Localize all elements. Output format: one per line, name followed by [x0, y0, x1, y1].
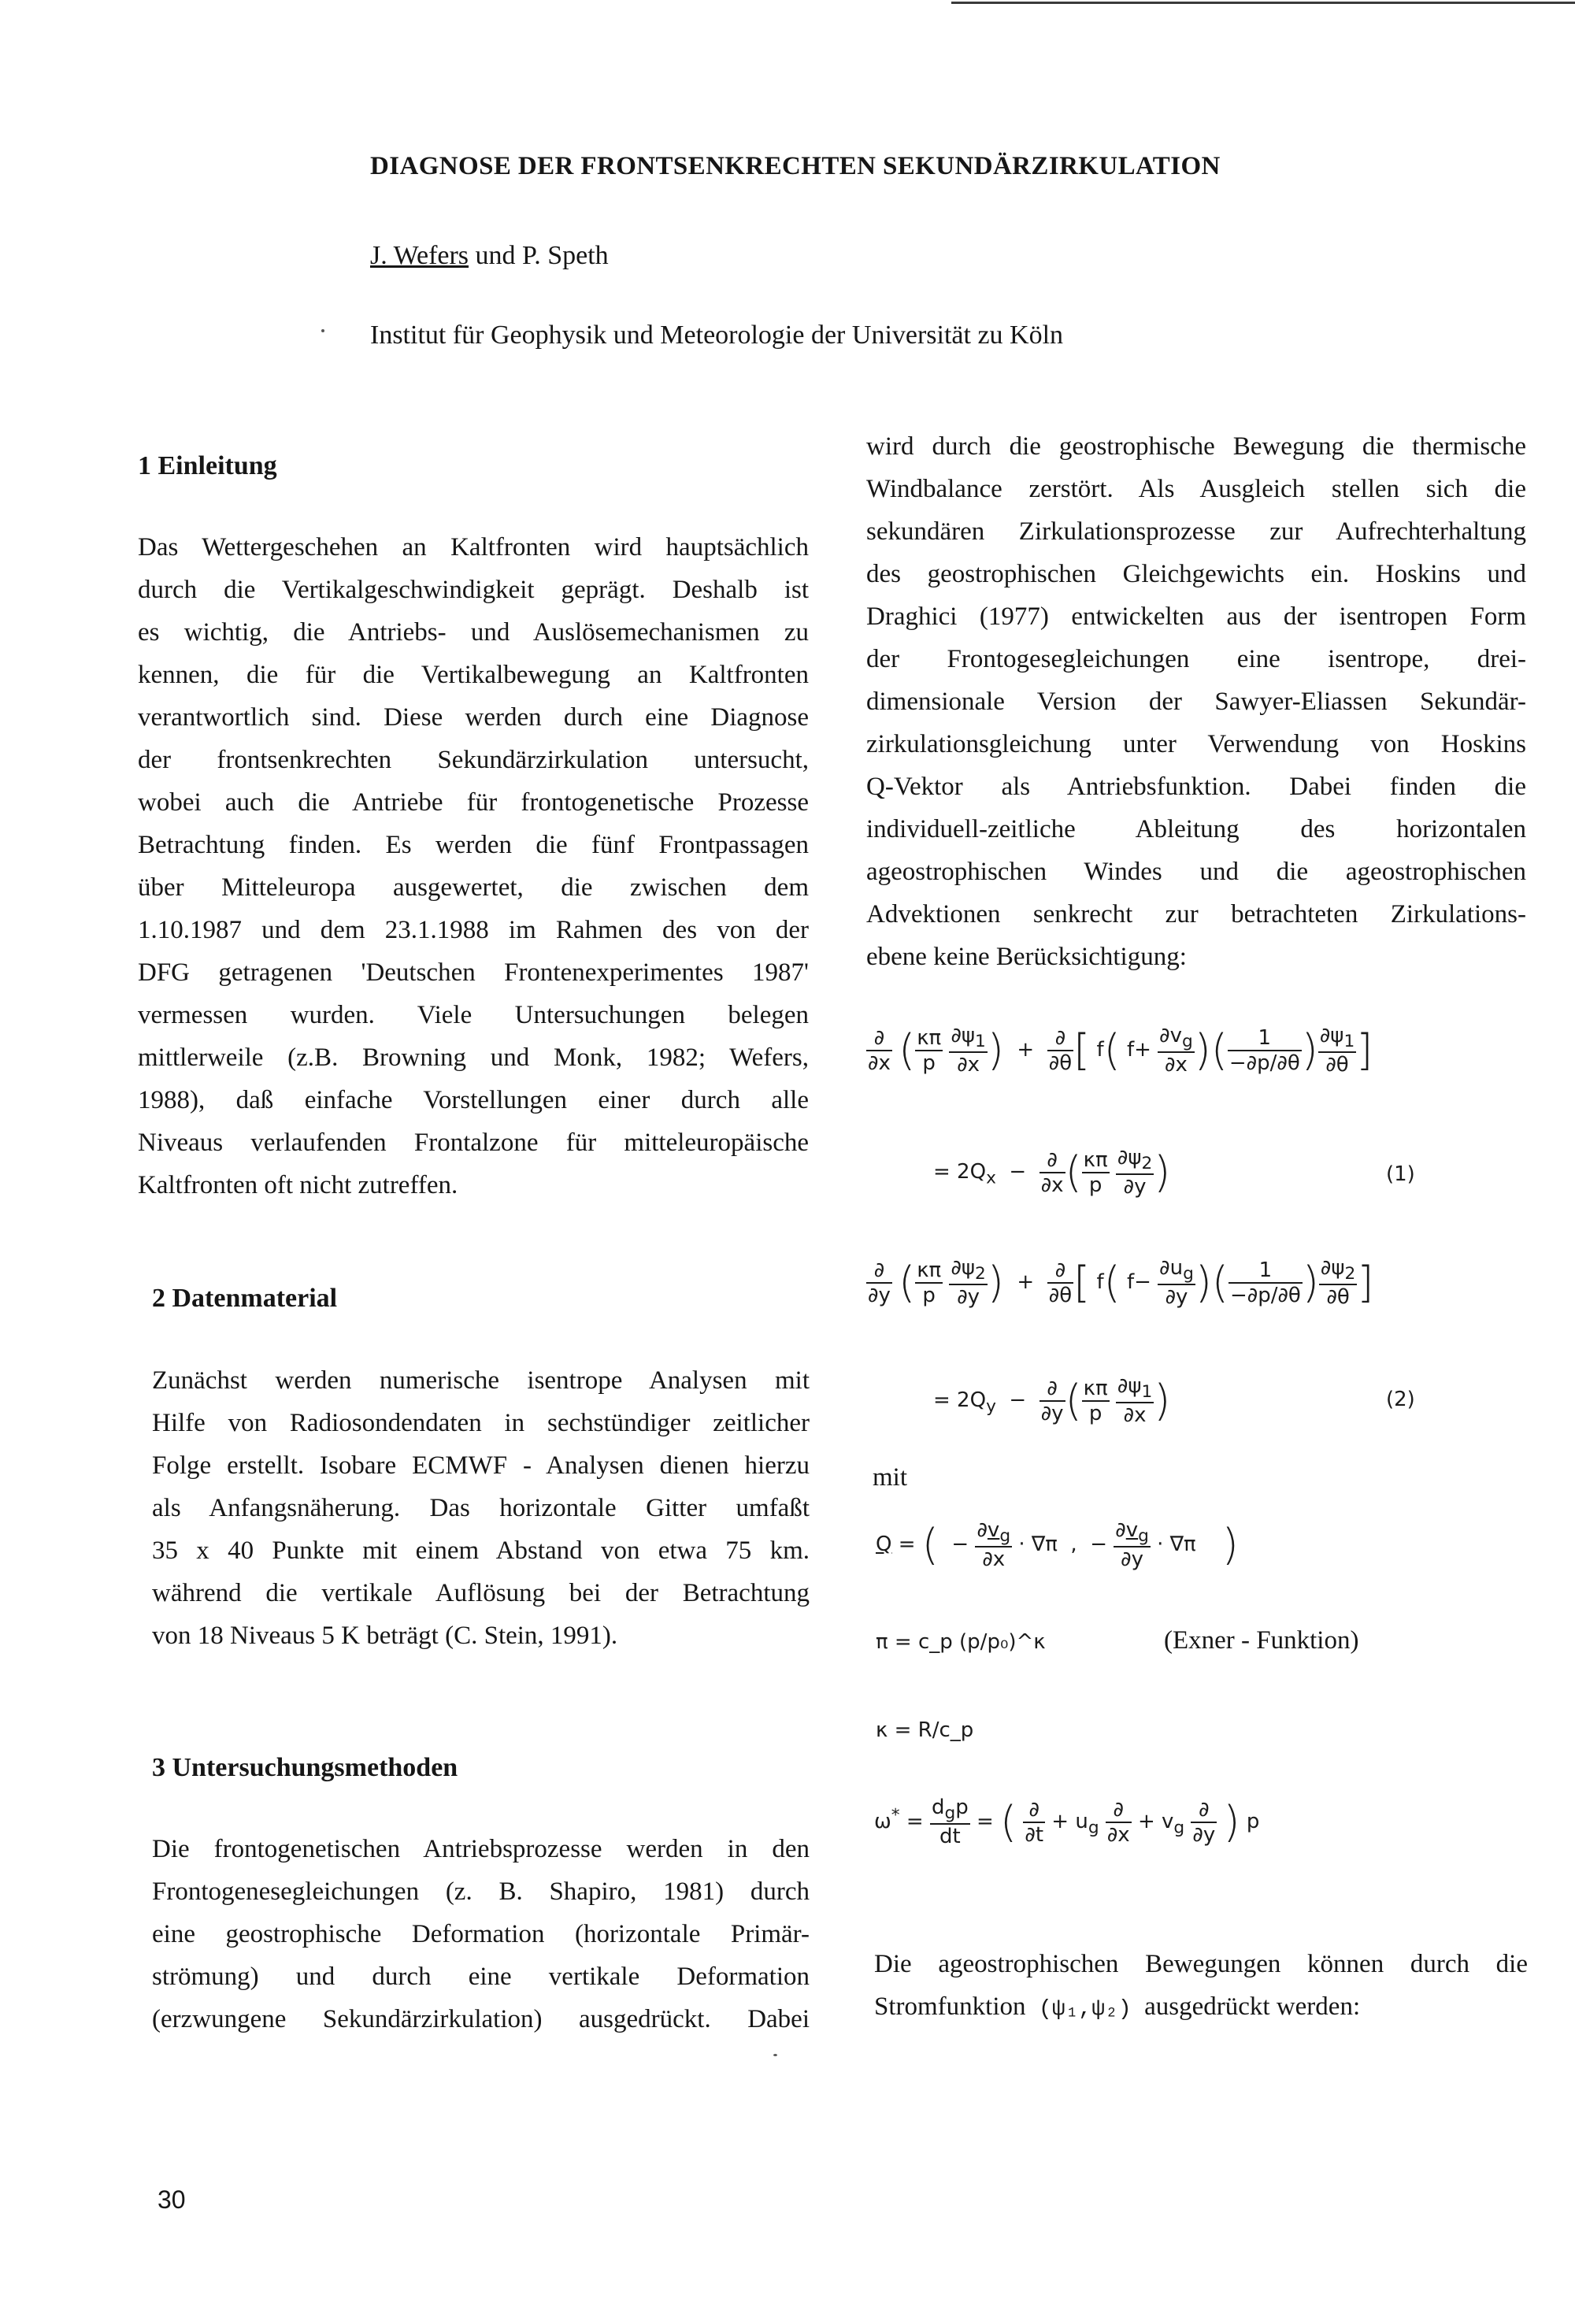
fraction: $\frac{\kappa\pi}{p}$	[1083, 1147, 1108, 1197]
section-body-untersuchungsmethoden	[152, 1828, 810, 2040]
paper-title: DIAGNOSE DER FRONTSENKRECHTEN SEKUNDÄRZIRKULATION	[370, 152, 1221, 180]
text-line: der Frontogesegleichungen eine isentrope, drei-	[866, 645, 1526, 673]
text-line: sekundären Zirkulationsprozesse zur Aufrechterhaltung	[866, 517, 1526, 546]
text-line: 1988), daß einfache Vorstellungen einer durch alle	[138, 1086, 809, 1114]
equation-2-rhs: = $2Q_y$ − $\frac{\partial}{\partial y}$ ( $\frac{\kappa\pi}{p}$ $\frac{\partial\psi_1}{\partial x}$ )	[933, 1374, 1171, 1428]
text-line: strömung) und durch eine vertikale Deformation	[152, 1963, 810, 1991]
stream-function-math: (ψ₁,ψ₂)	[1039, 1997, 1132, 2022]
text-line: DFG getragenen 'Deutschen Frontenexperimentes 1987'	[138, 958, 809, 987]
kappa-definition: κ = R/c_p	[876, 1718, 974, 1742]
fraction: $\frac{\partial}{\partial x}$	[1040, 1147, 1064, 1197]
fraction: $\frac{\kappa\pi}{p}$	[1083, 1376, 1108, 1425]
fraction: $\frac{\partial}{\partial y}$	[868, 1258, 891, 1307]
fraction: $\frac{\kappa\pi}{p}$	[917, 1025, 942, 1075]
exner-note: (Exner - Funktion)	[1164, 1626, 1359, 1655]
mit-label: mit	[873, 1463, 908, 1492]
text-line: kennen, die für die Vertikalbewegung an Kaltfronten	[138, 661, 809, 689]
fraction: $\frac{\kappa\pi}{p}$	[917, 1258, 942, 1307]
fraction: $\frac{\partial\psi_2}{\partial y}$	[951, 1256, 986, 1310]
text-line: von 18 Niveaus 5 K beträgt (C. Stein, 1991).	[152, 1622, 618, 1650]
text-line: Folge erstellt. Isobare ECMWF - Analysen dienen hierzu	[152, 1451, 810, 1480]
text-line: 1.10.1987 und dem 23.1.1988 im Rahmen des von der	[138, 916, 809, 944]
text-line: ageostrophischen Windes und die ageostrophischen	[866, 858, 1526, 886]
second-author: P. Speth	[522, 241, 609, 270]
closing-line-1: Die ageostrophischen Bewegungen können durch die	[874, 1950, 1528, 1978]
exner-definition: π = c_p (p/p₀)^κ	[876, 1630, 1046, 1654]
text-line: Frontogenesegleichungen (z. B. Shapiro, 1981) durch	[152, 1877, 810, 1906]
closing-suffix: ausgedrückt werden:	[1144, 1992, 1361, 2021]
text-line: des geostrophischen Gleichgewichts ein. Hoskins und	[866, 560, 1526, 588]
text-line: Hilfe von Radiosondendaten in sechstündiger zeitlicher	[152, 1409, 810, 1437]
fraction: $\frac{\partial v_g}{\partial x}$	[1159, 1024, 1193, 1077]
closing-prefix: Stromfunktion	[874, 1992, 1026, 2021]
equation-1-lhs: $\frac{\partial}{\partial x}$ ( $\frac{\kappa\pi}{p}$ $\frac{\partial\psi_1}{\partial x}$ ) + $\frac{\partial}{\partial\theta}$ [ f( f+ $\frac{\partial v_g}{\partial x}$ )( $\frac{1}{-\partial p/\partial\theta}$ ) $\frac{\partial\psi_1}{\partial\theta}$ ]	[868, 1024, 1373, 1077]
text-line: verantwortlich sind. Diese werden durch eine Diagnose	[138, 703, 809, 732]
text-line: während die vertikale Auflösung bei der Betrachtung	[152, 1579, 810, 1607]
equation-2-label: (2)	[1386, 1388, 1415, 1411]
section-heading-einleitung: 1 Einleitung	[138, 451, 277, 480]
q-vector-definition: Q = ( − $\frac{\partial v_g}{\partial x}$ · ∇π , − $\frac{\partial v_g}{\partial y}$ · ∇π )	[876, 1518, 1239, 1572]
text-line: durch die Vertikalgeschwindigkeit geprägt. Deshalb ist	[138, 576, 809, 604]
fraction: $\frac{\partial\psi_1}{\partial x}$	[951, 1024, 986, 1077]
fraction: $\frac{1}{-\partial p/\partial\theta}$	[1228, 1025, 1300, 1075]
text-line: wird durch die geostrophische Bewegung die thermische	[866, 432, 1526, 461]
institute: Institut für Geophysik und Meteorologie der Universität zu Köln	[370, 321, 1064, 350]
fraction: $\frac{\partial u_g}{\partial y}$	[1159, 1256, 1194, 1310]
section-heading-datenmaterial: 2 Datenmaterial	[152, 1284, 338, 1313]
section-body-datenmaterial	[152, 1359, 810, 1657]
text-line: (erzwungene Sekundärzirkulation) ausgedrückt. Dabei	[152, 2005, 810, 2033]
fraction: $\frac{\partial\psi_2}{\partial y}$	[1117, 1146, 1153, 1199]
section-body-einleitung	[138, 526, 809, 1206]
fraction: $\frac{\partial\psi_2}{\partial\theta}$	[1320, 1256, 1356, 1310]
text-line: über Mitteleuropa ausgewertet, die zwischen dem	[138, 873, 809, 902]
text-line: es wichtig, die Antriebs- und Auslösemechanismen zu	[138, 618, 809, 647]
fraction: $\frac{d_gp}{dt}$	[931, 1796, 969, 1849]
text-line: Advektionen senkrecht zur betrachteten Zirkulations-	[866, 900, 1526, 928]
text-line: Zunächst werden numerische isentrope Analysen mit	[152, 1366, 810, 1395]
text-line: der frontsenkrechten Sekundärzirkulation untersucht,	[138, 746, 809, 774]
text-line: ebene keine Berücksichtigung:	[866, 943, 1187, 971]
fraction: $\frac{\partial}{\partial x}$	[1106, 1797, 1130, 1847]
fraction: $\frac{\partial}{\partial y}$	[1192, 1797, 1216, 1847]
text-line: 35 x 40 Punkte mit einem Abstand von etwa 75 km.	[152, 1536, 810, 1565]
text-line: eine geostrophische Deformation (horizontale Primär-	[152, 1920, 810, 1948]
text-line: individuell-zeitliche Ableitung des horizontalen	[866, 815, 1526, 843]
text-line: Die frontogenetischen Antriebsprozesse werden in den	[152, 1835, 810, 1863]
text-line: zirkulationsgleichung unter Verwendung von Hoskins	[866, 730, 1526, 758]
page-number: 30	[158, 2185, 186, 2214]
text-line: mittlerweile (z.B. Browning und Monk, 1982; Wefers,	[138, 1043, 809, 1072]
fraction: $\frac{\partial\psi_1}{\partial\theta}$	[1319, 1024, 1355, 1077]
scan-speck	[773, 2054, 777, 2056]
fraction: $\frac{\partial\psi_1}{\partial x}$	[1117, 1374, 1153, 1428]
text-line: Das Wettergeschehen an Kaltfronten wird hauptsächlich	[138, 533, 809, 562]
fraction: $\frac{\partial}{\partial y}$	[1040, 1376, 1064, 1425]
fraction: $\frac{\partial v_g}{\partial y}$	[1115, 1518, 1149, 1572]
text-line: Q-Vektor als Antriebsfunktion. Dabei finden die	[866, 773, 1526, 801]
fraction: $\frac{1}{-\partial p/\partial\theta}$	[1229, 1258, 1301, 1307]
text-line: als Anfangsnäherung. Das horizontale Gitter umfaßt	[152, 1494, 810, 1522]
text-line: vermessen wurden. Viele Untersuchungen belegen	[138, 1001, 809, 1029]
section-heading-untersuchungsmethoden: 3 Untersuchungsmethoden	[152, 1753, 458, 1782]
fraction: $\frac{\partial}{\partial\theta}$	[1048, 1025, 1073, 1075]
closing-line-2	[874, 1992, 1360, 2022]
equation-1-rhs: = $2Q_x$ − $\frac{\partial}{\partial x}$ ( $\frac{\kappa\pi}{p}$ $\frac{\partial\psi_2}{\partial y}$ )	[933, 1146, 1171, 1199]
fraction: $\frac{\partial}{\partial\theta}$	[1048, 1258, 1073, 1307]
text-line: Niveaus verlaufenden Frontalzone für mitteleuropäische	[138, 1129, 809, 1157]
first-author: J. Wefers	[370, 241, 469, 270]
text-line: Kaltfronten oft nicht zutreffen.	[138, 1171, 458, 1199]
text-line: Windbalance zerstört. Als Ausgleich stellen sich die	[866, 475, 1526, 503]
equation-1-label: (1)	[1386, 1162, 1415, 1186]
text-line: dimensionale Version der Sawyer-Eliassen Sekundär-	[866, 688, 1526, 716]
fraction: $\frac{\partial v_g}{\partial x}$	[976, 1518, 1011, 1572]
equation-2-lhs: $\frac{\partial}{\partial y}$ ( $\frac{\kappa\pi}{p}$ $\frac{\partial\psi_2}{\partial y}$ ) + $\frac{\partial}{\partial\theta}$ [ f( f− $\frac{\partial u_g}{\partial y}$ )( $\frac{1}{-\partial p/\partial\theta}$ ) $\frac{\partial\psi_2}{\partial\theta}$ ]	[868, 1256, 1374, 1310]
fraction: $\frac{\partial}{\partial t}$	[1025, 1797, 1044, 1847]
scan-speck	[321, 329, 324, 332]
author-connector: und	[475, 241, 516, 270]
text-line: wobei auch die Antriebe für frontogenetische Prozesse	[138, 788, 809, 817]
omega-definition: ω* = $\frac{d_gp}{dt}$ = ( $\frac{\partial}{\partial t}$ + $u_g$ $\frac{\partial}{\partial x}$ + $v_g$ $\frac{\partial}{\partial y}$ ) p	[874, 1796, 1260, 1849]
fraction: $\frac{\partial}{\partial x}$	[868, 1025, 891, 1075]
authors	[370, 241, 609, 271]
right-column-body	[866, 425, 1526, 978]
top-rule	[951, 2, 1575, 4]
text-line: Draghici (1977) entwickelten aus der isentropen Form	[866, 602, 1526, 631]
text-line: Betrachtung finden. Es werden die fünf Frontpassagen	[138, 831, 809, 859]
